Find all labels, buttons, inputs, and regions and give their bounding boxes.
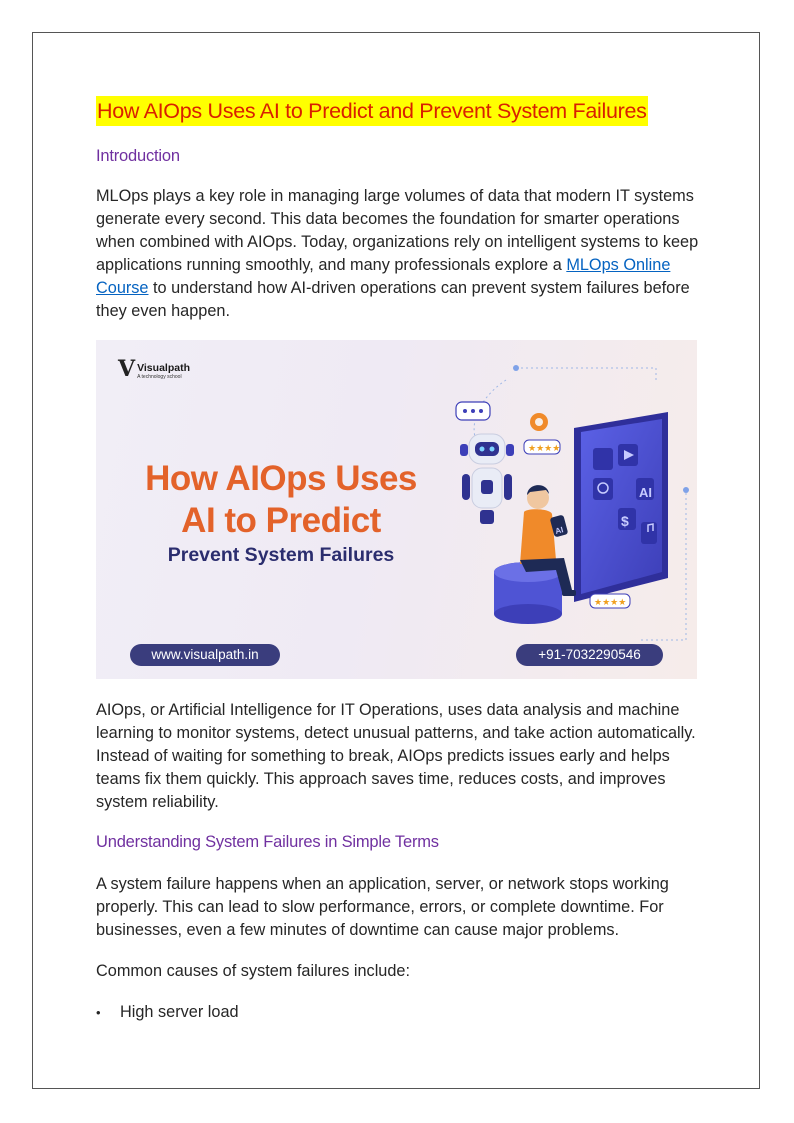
logo-mark: V (118, 356, 136, 382)
causes-intro: Common causes of system failures include: (96, 962, 410, 980)
tablet-ai-label: AI (639, 485, 652, 500)
heading-system-failures: Understanding System Failures in Simple Terms (96, 833, 439, 851)
heading-introduction: Introduction (96, 147, 180, 165)
document-title: How AIOps Uses AI to Predict and Prevent System Failures (96, 96, 648, 126)
svg-text:★★★★: ★★★★ (528, 444, 561, 454)
failures-paragraph: A system failure happens when an application, server, or network stops working properly. This can lead to slow performance, errors, or complete downtime. For businesses, even a few minutes of downtime can cause major problems. (96, 875, 669, 939)
banner-headline-line1: How AIOps Uses (145, 459, 417, 498)
tablet-graphic (574, 412, 668, 602)
phone-pill: +91-7032290546 (516, 644, 663, 666)
mlops-course-link[interactable]: MLOps Online Course (96, 256, 671, 297)
person-graphic (494, 485, 576, 624)
banner-image (96, 340, 697, 679)
website-pill: www.visualpath.in (130, 644, 280, 666)
banner-headline-line2: AI to Predict (181, 501, 381, 540)
banner-subheadline: Prevent System Failures (167, 544, 395, 566)
logo-name: Visualpath (137, 362, 190, 374)
list-item-text: High server load (120, 1003, 239, 1021)
intro-paragraph (96, 185, 706, 323)
visualpath-logo (118, 358, 190, 380)
aiops-paragraph: AIOps, or Artificial Intelligence for IT Operations, uses data analysis and machine learning to monitor systems, detect unusual patterns, and take action automatically. Instead of waiting for something to break, AIOps predicts issues early and helps teams fix them quickly. This approach saves time, reduces costs, and improves system reliability. (96, 701, 696, 811)
logo-tagline: A technology school (137, 374, 182, 380)
svg-text:★★★★: ★★★★ (594, 598, 627, 608)
phone-ai-label: AI (554, 525, 565, 536)
intro-text-before-link: MLOps plays a key role in managing large volumes of data that modern IT systems generate every second. This data becomes the foundation for smarter operations when combined with AIOps. Today, organizations rely on intelligent systems to keep applications running smoothly, and many professionals explore a (96, 187, 699, 274)
robot-graphic (460, 434, 514, 524)
intro-text-after-link: to understand how AI-driven operations can prevent system failures before they even happen. (96, 279, 690, 320)
tablet-dollar-label: $ (621, 513, 629, 529)
bullet-marker: • (96, 1005, 101, 1020)
